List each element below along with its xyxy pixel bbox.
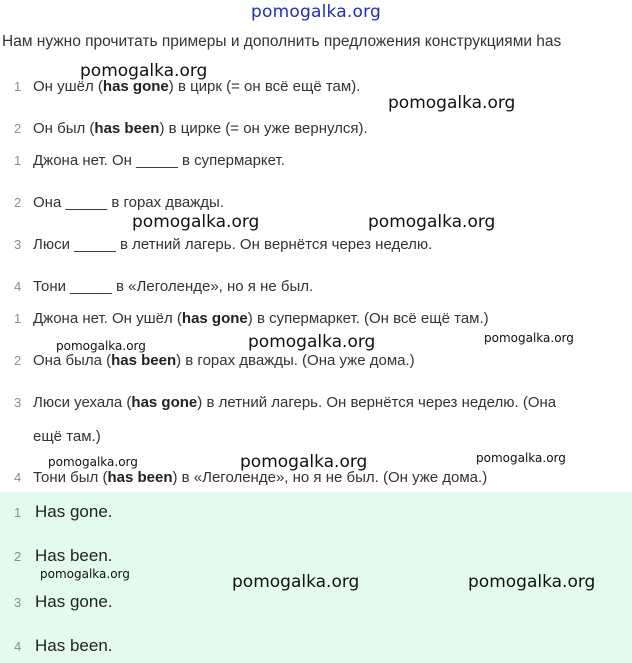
watermark: pomogalka.org (232, 572, 360, 592)
answer-2: 2 Has been. (14, 546, 113, 565)
line-number: 1 (14, 311, 22, 326)
watermark: pomogalka.org (388, 93, 516, 113)
watermark: pomogalka.org (132, 212, 260, 232)
solution-3-continuation: ещё там.) (33, 428, 101, 445)
site-title[interactable]: pomogalka.org (251, 2, 381, 22)
watermark: pomogalka.org (80, 61, 208, 81)
example-2: 2 Он был (has been) в цирке (= он уже вернулся). (14, 120, 368, 137)
answer-3: 3 Has gone. (14, 592, 113, 611)
solution-2: 2 Она была (has been) в горах дважды. (Она уже дома.) (14, 352, 415, 369)
line-number: 1 (14, 505, 22, 520)
line-number: 4 (14, 639, 22, 654)
solution-1: 1 Джона нет. Он ушёл (has gone) в супермаркет. (Он всё ещё там.) (14, 310, 489, 327)
watermark: pomogalka.org (484, 331, 574, 345)
watermark: pomogalka.org (248, 332, 376, 352)
line-number: 3 (14, 237, 22, 252)
line-number: 2 (14, 353, 22, 368)
line-number: 1 (14, 79, 22, 94)
line-number: 4 (14, 279, 22, 294)
line-number: 3 (14, 395, 22, 410)
task-4: 4 Тони _____ в «Леголенде», но я не был. (14, 278, 314, 295)
line-number: 4 (14, 470, 22, 485)
intro-text: Нам нужно прочитать примеры и дополнить предложения конструкциями has (2, 33, 562, 50)
solution-4: 4 Тони был (has been) в «Леголенде», но я не был. (Он уже дома.) (14, 469, 488, 486)
watermark: pomogalka.org (476, 451, 566, 465)
watermark: pomogalka.org (40, 567, 130, 581)
answer-4: 4 Has been. (14, 636, 113, 655)
line-number: 2 (14, 549, 22, 564)
watermark: pomogalka.org (368, 212, 496, 232)
task-3: 3 Люси _____ в летний лагерь. Он вернётся через неделю. (14, 236, 433, 253)
watermark: pomogalka.org (48, 455, 138, 469)
solution-3: 3 Люси уехала (has gone) в летний лагерь. Он вернётся через неделю. (Она (14, 394, 557, 411)
example-1: 1 Он ушёл (has gone) в цирк (= он всё ещё там). (14, 78, 361, 95)
watermark: pomogalka.org (240, 452, 368, 472)
watermark: pomogalka.org (56, 339, 146, 353)
task-1: 1 Джона нет. Он _____ в супермаркет. (14, 152, 285, 169)
task-2: 2 Она _____ в горах дважды. (14, 194, 224, 211)
watermark: pomogalka.org (468, 572, 596, 592)
line-number: 1 (14, 153, 22, 168)
line-number: 2 (14, 195, 22, 210)
line-number: 3 (14, 595, 22, 610)
line-number: 2 (14, 121, 22, 136)
answer-1: 1 Has gone. (14, 502, 113, 521)
